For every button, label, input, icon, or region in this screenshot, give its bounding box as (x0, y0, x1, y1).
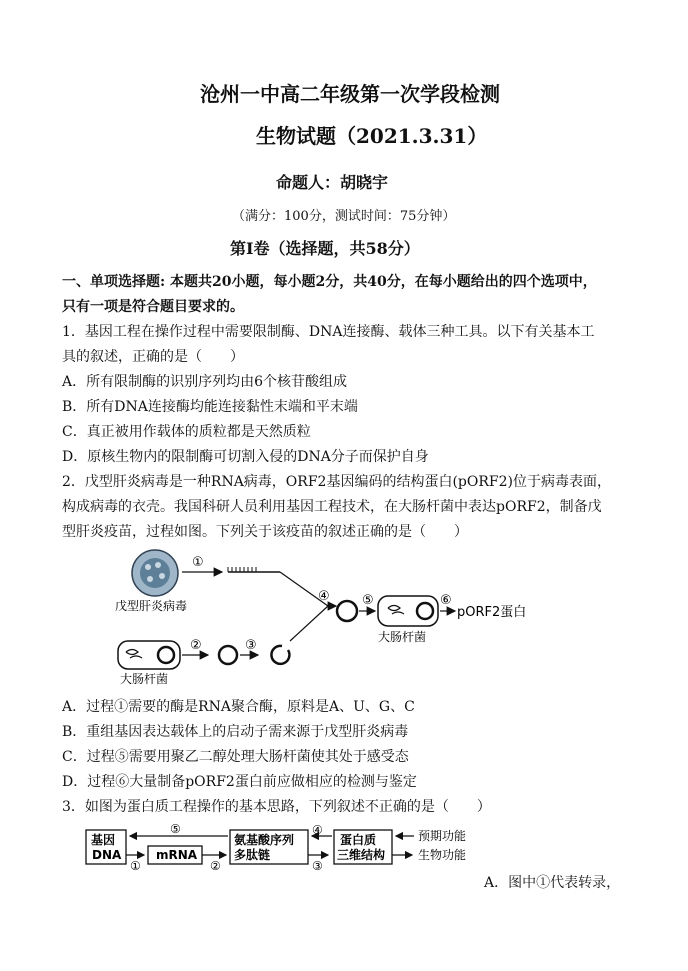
recombinant-plasmid-icon (337, 601, 357, 621)
gene-dna-label-2: DNA (92, 848, 122, 862)
q1-option-d: D．原核生物内的限制酶可切割入侵的DNA分子而保护自身 (62, 449, 429, 465)
q2-stem-2: 构成病毒的衣壳。我国科研人员利用基因工程技术，在大肠杆菌中表达pORF2，制备戊 (62, 499, 602, 515)
page-title: 沧州一中高二年级第一次学段检测 (200, 82, 500, 106)
exam-meta: （满分：100分，测试时间：75分钟） (232, 209, 456, 224)
amino-acid-label-2: 多肽链 (234, 848, 271, 862)
q1-stem-1: 1．基因工程在操作过程中需要限制酶、DNA连接酶、载体三种工具。以下有关基本工 (62, 324, 595, 340)
q2-process-figure (100, 546, 540, 686)
q1-stem-2: 具的叙述，正确的是（ ） (62, 349, 244, 365)
q2-stem-3: 型肝炎疫苗，过程如图。下列关于该疫苗的叙述正确的是（ ） (62, 524, 468, 540)
step-5-number: ⑤ (362, 593, 374, 608)
q2-stem-1: 2．戊型肝炎病毒是一种RNA病毒，ORF2基因编码的结构蛋白(pORF2)位于病毒表面， (62, 474, 611, 490)
q1-option-a: A．所有限制酶的识别序列均由6个核苷酸组成 (62, 374, 348, 390)
transformed-ecoli-icon (378, 596, 438, 626)
q2-option-c: C．过程⑤需要用聚乙二醇处理大肠杆菌使其处于感受态 (62, 749, 409, 765)
ecoli-icon (118, 641, 180, 669)
instructions-line-1: 一、单项选择题: 本题共20小题，每小题2分，共40分，在每小题给出的四个选项中， (62, 274, 597, 290)
q3-protein-engineering-figure (84, 822, 484, 872)
ecoli-label-right: 大肠杆菌 (378, 630, 427, 644)
q3-option-a-start: A．图中①代表转录， (484, 875, 621, 891)
author-line: 命题人：胡晓宇 (276, 173, 389, 192)
cut-plasmid-icon (271, 646, 289, 664)
step-4-number: ④ (318, 589, 330, 604)
step-3-number: ③ (245, 638, 257, 653)
instructions-line-2: 只有一项是符合题目要求的。 (62, 299, 244, 315)
num-1: ① (130, 859, 141, 872)
q2-option-a: A．过程①需要的酶是RNA聚合酶，原料是A、U、G、C (62, 699, 415, 715)
protein-label-1: 蛋白质 (340, 833, 377, 847)
q1-option-b: B．所有DNA连接酶均能连接黏性末端和平末端 (62, 399, 358, 415)
q3-stem: 3．如图为蛋白质工程操作的基本思路，下列叙述不正确的是（ ） (62, 799, 491, 815)
expected-function-label: 预期功能 (418, 829, 467, 843)
rna-strand-icon (228, 567, 280, 572)
step-2-number: ② (190, 638, 202, 653)
step-1-number: ① (192, 555, 204, 570)
q2-option-d: D．过程⑥大量制备pORF2蛋白前应做相应的检测与鉴定 (62, 774, 417, 790)
mrna-label: mRNA (156, 848, 198, 862)
num-2: ② (210, 859, 221, 872)
q1-option-c: C．真正被用作载体的质粒都是天然质粒 (62, 424, 311, 440)
page-subtitle: 生物试题（2021.3.31） (256, 124, 488, 148)
product-label: pORF2蛋白 (457, 605, 527, 620)
num-5: ⑤ (170, 822, 181, 836)
num-4: ④ (312, 823, 323, 837)
biological-function-label: 生物功能 (418, 848, 467, 862)
connector-lower (290, 606, 328, 641)
ecoli-label-left: 大肠杆菌 (120, 672, 169, 686)
section-heading: 第I卷（选择题，共58分） (230, 239, 420, 258)
protein-label-2: 三维结构 (337, 848, 386, 862)
plasmid-icon (219, 646, 237, 664)
amino-acid-label-1: 氨基酸序列 (234, 833, 295, 847)
virus-label: 戊型肝炎病毒 (115, 599, 188, 613)
step-6-number: ⑥ (440, 593, 452, 608)
virus-icon (132, 550, 178, 596)
num-3: ③ (312, 859, 323, 872)
q2-option-b: B．重组基因表达载体上的启动子需来源于戊型肝炎病毒 (62, 724, 409, 740)
gene-dna-label-1: 基因 (91, 833, 116, 847)
